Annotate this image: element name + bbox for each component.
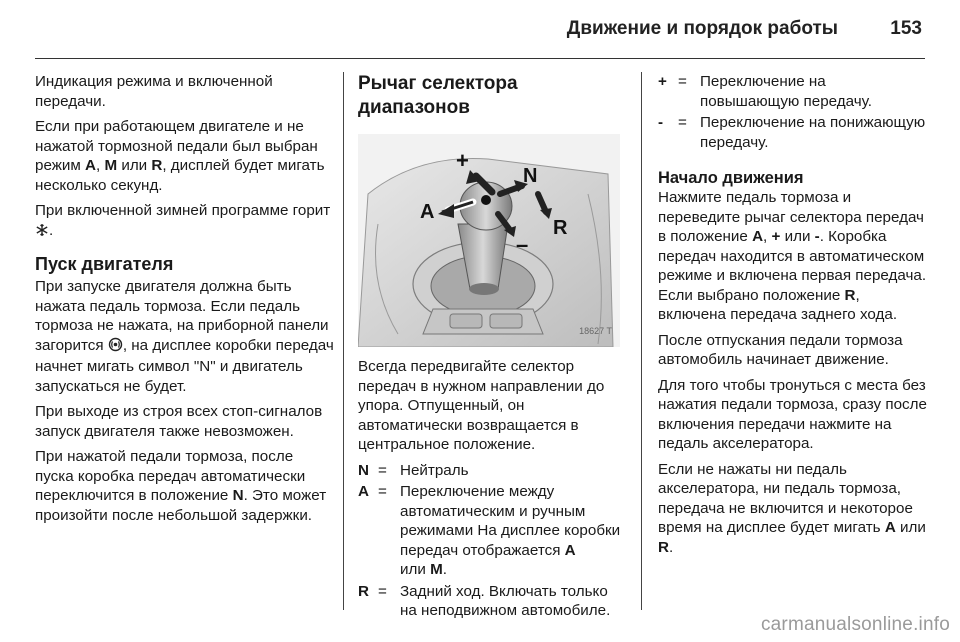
header-title: Движение и порядок работы bbox=[566, 18, 838, 39]
def-eq: = bbox=[678, 114, 687, 131]
figure-label-minus: – bbox=[516, 232, 529, 257]
watermark: carmanualsonline.info bbox=[760, 614, 950, 635]
paragraph-release-brake: После отпускания педали тормоза автомобиль начинает движение. bbox=[658, 331, 903, 368]
paragraph-start-moving: Нажмите педаль тормоза и переведите рычаг селектора передач в положение A, + или -. Коробка передач находится в автоматическом режиме и включена первая передача. Если выбрано положение R, включена передача заднего хода. bbox=[658, 189, 927, 323]
figure-label-a: A bbox=[420, 201, 435, 223]
def-text-n: Нейтраль bbox=[400, 461, 469, 479]
def-eq: = bbox=[378, 461, 387, 479]
heading-start-moving: Начало движения bbox=[658, 169, 804, 187]
figure-label-n: N bbox=[523, 165, 538, 187]
def-text-plus: Переключение на повышающую передачу. bbox=[700, 73, 872, 110]
def-key-plus: + bbox=[658, 73, 667, 90]
paragraph-winter: При включенной зимней программе горит . bbox=[35, 201, 335, 242]
selector-lever-illustration bbox=[358, 134, 620, 347]
def-text-minus: Переключение на понижающую передачу. bbox=[700, 114, 926, 151]
paragraph-auto-neutral: При нажатой педали тормоза, после пуска коробка передач автоматически переключится в положение N. Это может произойти после небольшой задержки. bbox=[35, 448, 327, 524]
paragraph-brake-lights: При выходе из строя всех стоп-сигналов запуск двигателя также невозможен. bbox=[35, 403, 323, 440]
paragraph-accelerate: Для того чтобы тронуться с места без нажатия педали тормоза, сразу после включения передачи нажмите на педаль акселератора. bbox=[658, 376, 927, 452]
column-divider-2 bbox=[641, 72, 642, 610]
brake-pedal-warning-icon bbox=[108, 337, 123, 358]
paragraph-engine-start: При запуске двигателя должна быть нажата педаль тормоза. Если педаль тормоза не нажата, на приборной панели загорится , на дисплее коробки передач начнет мигать символ "N" и двигатель запускаться не будет. bbox=[35, 278, 334, 395]
def-key-minus: - bbox=[658, 114, 664, 131]
heading-engine-start: Пуск двигателя bbox=[35, 254, 174, 274]
def-eq: = bbox=[678, 73, 687, 90]
def-text-a: Переключение между автоматическим и ручным режимами На дисплее коробки передач отображается A или M. bbox=[400, 483, 621, 578]
def-text-r: Задний ход. Включать только на неподвижном автомобиле. bbox=[400, 582, 611, 619]
shift-positions-list bbox=[658, 72, 928, 154]
def-eq: = bbox=[378, 582, 387, 600]
column-2 bbox=[358, 72, 628, 623]
paragraph-indication: Индикация режима и включенной передачи. bbox=[35, 73, 273, 110]
heading-selector-lever: Рычаг селектора диапазонов bbox=[358, 73, 518, 118]
column-divider-1 bbox=[343, 72, 344, 610]
def-eq: = bbox=[378, 483, 387, 500]
figure-code: 18627 T bbox=[579, 325, 612, 336]
paragraph-blinking: Если при работающем двигателе и не нажатой тормозной педали был выбран режим A, M или R, дисплей будет мигать несколько секунд. bbox=[35, 118, 325, 194]
header-divider bbox=[35, 58, 925, 59]
snowflake-icon bbox=[35, 223, 49, 243]
page-number: 153 bbox=[890, 18, 922, 39]
def-key-n: N bbox=[358, 461, 369, 479]
figure-label-r: R bbox=[553, 217, 568, 239]
def-key-a: A bbox=[358, 483, 369, 500]
figure-label-plus: + bbox=[456, 148, 469, 173]
def-key-r: R bbox=[358, 582, 369, 600]
column-1 bbox=[35, 72, 335, 531]
paragraph-no-pedal: Если не нажаты ни педаль акселератора, ни педаль тормоза, передача не включится и некоторое время на дисплее будет мигать A или R. bbox=[658, 460, 926, 556]
selector-positions-list bbox=[358, 461, 628, 623]
paragraph-selector-usage: Всегда передвигайте селектор передач в нужном направлении до упора. Отпущенный, он автоматически возвращается в центральное положение. bbox=[358, 358, 605, 453]
column-3 bbox=[658, 72, 928, 563]
